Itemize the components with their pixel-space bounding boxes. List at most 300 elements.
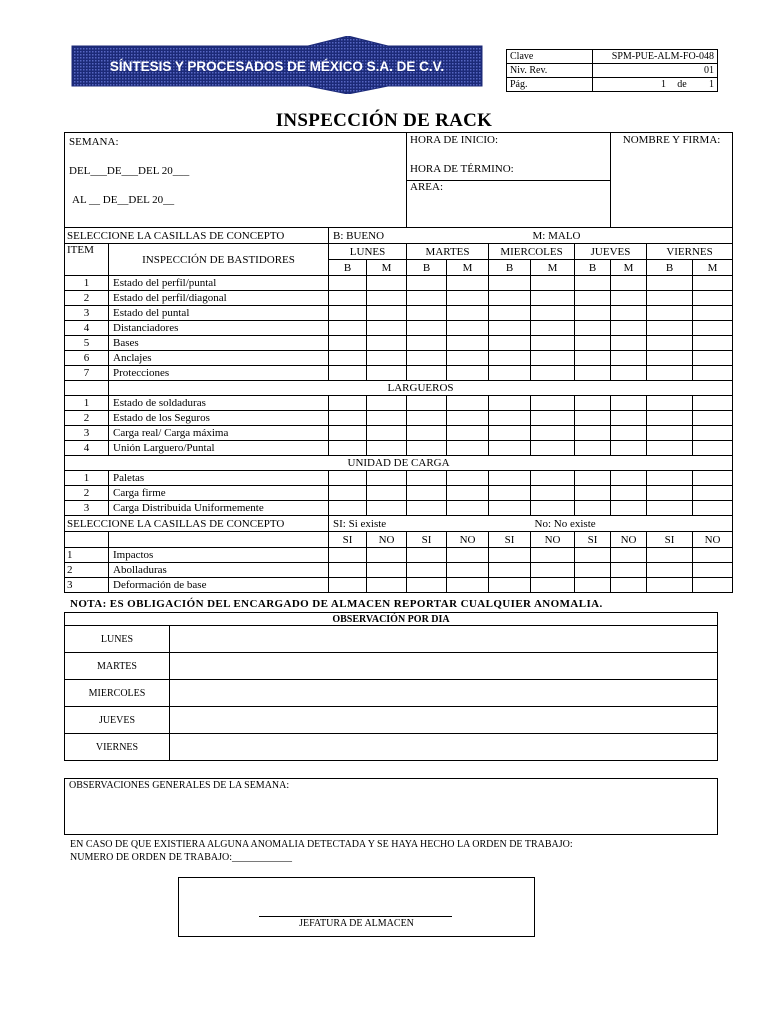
- check-cell[interactable]: [647, 306, 693, 321]
- check-cell[interactable]: [531, 563, 575, 578]
- check-cell[interactable]: [407, 563, 447, 578]
- check-cell[interactable]: [489, 366, 531, 381]
- col-m-martes: M: [447, 260, 489, 276]
- clave-label: Clave: [507, 50, 593, 64]
- check-cell[interactable]: [647, 441, 693, 456]
- table-row: [65, 291, 733, 306]
- check-cell[interactable]: [367, 486, 407, 501]
- check-cell[interactable]: [575, 563, 611, 578]
- observation-input[interactable]: [170, 653, 718, 680]
- bastidor-item-label: Anclajes: [109, 351, 329, 366]
- check-cell[interactable]: [367, 471, 407, 486]
- unidad-item-number: 2: [65, 486, 109, 501]
- check-cell[interactable]: [367, 291, 407, 306]
- legend-malo: M: MALO: [531, 228, 733, 244]
- col-no-martes: NO: [447, 532, 489, 548]
- check-cell[interactable]: [531, 548, 575, 563]
- check-cell[interactable]: [489, 276, 531, 291]
- check-cell[interactable]: [575, 306, 611, 321]
- table-row: [65, 366, 733, 381]
- check-cell[interactable]: [647, 336, 693, 351]
- page-de: de: [669, 78, 695, 92]
- check-cell[interactable]: [489, 563, 531, 578]
- observation-day-label: MIERCOLES: [65, 680, 170, 707]
- check-cell[interactable]: [489, 351, 531, 366]
- check-cell[interactable]: [447, 366, 489, 381]
- col-b-martes: B: [407, 260, 447, 276]
- check-cell[interactable]: [489, 291, 531, 306]
- bastidor-item-number: 1: [65, 276, 109, 291]
- name-signature-field[interactable]: NOMBRE Y FIRMA:: [611, 133, 733, 228]
- check-cell[interactable]: [367, 411, 407, 426]
- check-cell[interactable]: [693, 548, 733, 563]
- general-observations-box[interactable]: [64, 778, 718, 835]
- check-cell[interactable]: [611, 396, 647, 411]
- page-number: 1: [593, 78, 670, 92]
- check-cell[interactable]: [447, 486, 489, 501]
- check-cell[interactable]: [329, 291, 367, 306]
- check-cell[interactable]: [647, 471, 693, 486]
- check-cell[interactable]: [531, 441, 575, 456]
- check-cell[interactable]: [531, 578, 575, 593]
- check-cell[interactable]: [447, 563, 489, 578]
- table-row: [65, 306, 733, 321]
- table-row: [65, 486, 733, 501]
- table-row: [65, 441, 733, 456]
- check-cell[interactable]: [693, 336, 733, 351]
- larguero-item-number: 4: [65, 441, 109, 456]
- check-cell[interactable]: [575, 426, 611, 441]
- check-cell[interactable]: [329, 563, 367, 578]
- check-cell[interactable]: [407, 336, 447, 351]
- check-cell[interactable]: [489, 578, 531, 593]
- check-cell[interactable]: [575, 501, 611, 516]
- inspection-table: [64, 132, 733, 593]
- table-row: [65, 426, 733, 441]
- check-cell[interactable]: [693, 321, 733, 336]
- check-cell[interactable]: [329, 306, 367, 321]
- check-cell[interactable]: [329, 486, 367, 501]
- check-cell[interactable]: [647, 578, 693, 593]
- check-cell[interactable]: [367, 336, 407, 351]
- existencia-item-number: 1: [65, 548, 109, 563]
- unidad-item-number: 3: [65, 501, 109, 516]
- bastidor-item-label: Estado del perfil/puntal: [109, 276, 329, 291]
- observation-input[interactable]: [170, 626, 718, 653]
- observation-day-label: VIERNES: [65, 734, 170, 761]
- check-cell[interactable]: [611, 548, 647, 563]
- check-cell[interactable]: [575, 441, 611, 456]
- check-cell[interactable]: [531, 426, 575, 441]
- page-label: Pág.: [507, 78, 593, 92]
- table-row: [65, 471, 733, 486]
- check-cell[interactable]: [367, 321, 407, 336]
- check-cell[interactable]: [367, 426, 407, 441]
- check-cell[interactable]: [693, 486, 733, 501]
- check-cell[interactable]: [611, 563, 647, 578]
- check-cell[interactable]: [693, 426, 733, 441]
- table-row: [65, 396, 733, 411]
- section-unidad-carga: UNIDAD DE CARGA: [65, 456, 733, 471]
- col-b-lunes: B: [329, 260, 367, 276]
- larguero-item-label: Unión Larguero/Puntal: [109, 441, 329, 456]
- form-title: INSPECCIÓN DE RACK: [275, 110, 493, 131]
- check-cell[interactable]: [531, 276, 575, 291]
- day-header-lunes: LUNES: [329, 244, 407, 260]
- check-cell[interactable]: [647, 563, 693, 578]
- check-cell[interactable]: [575, 321, 611, 336]
- check-cell[interactable]: [489, 486, 531, 501]
- existencia-item-label: Abolladuras: [109, 563, 329, 578]
- check-cell[interactable]: [407, 486, 447, 501]
- check-cell[interactable]: [407, 441, 447, 456]
- check-cell[interactable]: [447, 321, 489, 336]
- existencia-item-label: Impactos: [109, 548, 329, 563]
- observation-input[interactable]: [170, 707, 718, 734]
- larguero-item-number: 1: [65, 396, 109, 411]
- check-cell[interactable]: [693, 396, 733, 411]
- larguero-item-number: 2: [65, 411, 109, 426]
- bastidor-item-number: 5: [65, 336, 109, 351]
- check-cell[interactable]: [647, 548, 693, 563]
- check-cell[interactable]: [407, 426, 447, 441]
- col-no-jueves: NO: [611, 532, 647, 548]
- check-cell[interactable]: [575, 411, 611, 426]
- check-cell[interactable]: [329, 396, 367, 411]
- check-cell[interactable]: [611, 578, 647, 593]
- day-header-viernes: VIERNES: [647, 244, 733, 260]
- legend-si: SI: Si existe: [329, 516, 531, 532]
- check-cell[interactable]: [693, 306, 733, 321]
- check-cell[interactable]: [611, 351, 647, 366]
- existencia-item-label: Deformación de base: [109, 578, 329, 593]
- check-cell[interactable]: [531, 396, 575, 411]
- section-largueros: LARGUEROS: [109, 381, 733, 396]
- check-cell[interactable]: [693, 563, 733, 578]
- check-cell[interactable]: [447, 306, 489, 321]
- check-cell[interactable]: [611, 336, 647, 351]
- check-cell[interactable]: [447, 578, 489, 593]
- bastidor-item-label: Estado del perfil/diagonal: [109, 291, 329, 306]
- company-logo: [68, 36, 486, 94]
- semana-label: SEMANA:: [69, 136, 119, 148]
- col-si-viernes: SI: [647, 532, 693, 548]
- check-cell[interactable]: [647, 486, 693, 501]
- check-cell[interactable]: [489, 426, 531, 441]
- check-cell[interactable]: [575, 471, 611, 486]
- legend-no: No: No existe: [531, 516, 733, 532]
- check-cell[interactable]: [693, 501, 733, 516]
- bastidor-item-label: Estado del puntal: [109, 306, 329, 321]
- check-cell[interactable]: [647, 366, 693, 381]
- check-cell[interactable]: [447, 336, 489, 351]
- check-cell[interactable]: [329, 578, 367, 593]
- check-cell[interactable]: [531, 501, 575, 516]
- check-cell[interactable]: [647, 276, 693, 291]
- unidad-item-label: Carga Distribuida Uniformemente: [109, 501, 329, 516]
- col-m-jueves: M: [611, 260, 647, 276]
- table-row: [65, 276, 733, 291]
- check-cell[interactable]: [407, 276, 447, 291]
- larguero-item-label: Estado de soldaduras: [109, 396, 329, 411]
- col-m-lunes: M: [367, 260, 407, 276]
- observation-row: [65, 626, 718, 653]
- bastidor-item-number: 3: [65, 306, 109, 321]
- observation-row: [65, 653, 718, 680]
- check-cell[interactable]: [367, 501, 407, 516]
- check-cell[interactable]: [407, 291, 447, 306]
- check-cell[interactable]: [447, 276, 489, 291]
- check-cell[interactable]: [611, 321, 647, 336]
- col-b-miercoles: B: [489, 260, 531, 276]
- legend-bueno: B: BUENO: [329, 228, 531, 244]
- check-cell[interactable]: [407, 321, 447, 336]
- bastidor-item-label: Protecciones: [109, 366, 329, 381]
- table-row: [65, 321, 733, 336]
- col-b-jueves: B: [575, 260, 611, 276]
- check-cell[interactable]: [575, 578, 611, 593]
- check-cell[interactable]: [647, 426, 693, 441]
- check-cell[interactable]: [367, 276, 407, 291]
- check-cell[interactable]: [693, 411, 733, 426]
- company-name: SÍNTESIS Y PROCESADOS DE MÉXICO S.A. DE C.V.: [109, 59, 445, 74]
- bastidor-item-label: Bases: [109, 336, 329, 351]
- check-cell[interactable]: [367, 306, 407, 321]
- start-time-field[interactable]: HORA DE INICIO:: [410, 134, 499, 146]
- table-row: [65, 501, 733, 516]
- check-cell[interactable]: [367, 563, 407, 578]
- check-cell[interactable]: [693, 291, 733, 306]
- check-cell[interactable]: [489, 336, 531, 351]
- area-field[interactable]: AREA:: [407, 180, 611, 228]
- work-order-note: [70, 838, 573, 864]
- check-cell[interactable]: [367, 351, 407, 366]
- check-cell[interactable]: [489, 321, 531, 336]
- daily-observations-table: [64, 612, 718, 761]
- work-order-number-field[interactable]: NUMERO DE ORDEN DE TRABAJO:____________: [70, 852, 293, 863]
- check-cell[interactable]: [693, 276, 733, 291]
- observation-row: [65, 734, 718, 761]
- check-cell[interactable]: [531, 471, 575, 486]
- col-si-martes: SI: [407, 532, 447, 548]
- check-cell[interactable]: [693, 441, 733, 456]
- check-cell[interactable]: [489, 411, 531, 426]
- day-header-miercoles: MIERCOLES: [489, 244, 575, 260]
- check-cell[interactable]: [407, 396, 447, 411]
- larguero-item-label: Carga real/ Carga máxima: [109, 426, 329, 441]
- observation-row: [65, 707, 718, 734]
- check-cell[interactable]: [447, 411, 489, 426]
- check-cell[interactable]: [611, 411, 647, 426]
- check-cell[interactable]: [611, 291, 647, 306]
- unidad-item-label: Paletas: [109, 471, 329, 486]
- check-cell[interactable]: [447, 441, 489, 456]
- check-cell[interactable]: [447, 351, 489, 366]
- check-cell[interactable]: [575, 291, 611, 306]
- check-cell[interactable]: [575, 486, 611, 501]
- check-cell[interactable]: [575, 548, 611, 563]
- revision-value: 01: [593, 64, 718, 78]
- check-cell[interactable]: [447, 471, 489, 486]
- day-header-jueves: JUEVES: [575, 244, 647, 260]
- check-cell[interactable]: [489, 441, 531, 456]
- check-cell[interactable]: [329, 426, 367, 441]
- check-cell[interactable]: [531, 411, 575, 426]
- check-cell[interactable]: [531, 291, 575, 306]
- bastidor-item-number: 4: [65, 321, 109, 336]
- check-cell[interactable]: [693, 351, 733, 366]
- unidad-item-label: Carga firme: [109, 486, 329, 501]
- date-from-field[interactable]: DEL___DE___DEL 20___: [69, 165, 190, 177]
- bastidor-item-number: 7: [65, 366, 109, 381]
- check-cell[interactable]: [447, 501, 489, 516]
- date-to-field[interactable]: AL __ DE__DEL 20__: [72, 194, 175, 206]
- nota-text: NOTA: ES OBLIGACIÓN DEL ENCARGADO DE ALMACEN REPORTAR CUALQUIER ANOMALIA.: [70, 598, 603, 610]
- table-row: [65, 351, 733, 366]
- check-cell[interactable]: [447, 548, 489, 563]
- check-cell[interactable]: [611, 426, 647, 441]
- col-no-miercoles: NO: [531, 532, 575, 548]
- check-cell[interactable]: [329, 441, 367, 456]
- selection-instruction-2: SELECCIONE LA CASILLAS DE CONCEPTO: [65, 516, 329, 532]
- check-cell[interactable]: [489, 306, 531, 321]
- check-cell[interactable]: [647, 396, 693, 411]
- selection-instruction: SELECCIONE LA CASILLAS DE CONCEPTO: [65, 228, 329, 244]
- check-cell[interactable]: [447, 396, 489, 411]
- check-cell[interactable]: [329, 548, 367, 563]
- col-si-miercoles: SI: [489, 532, 531, 548]
- check-cell[interactable]: [575, 366, 611, 381]
- check-cell[interactable]: [575, 336, 611, 351]
- col-no-viernes: NO: [693, 532, 733, 548]
- check-cell[interactable]: [611, 276, 647, 291]
- observation-input[interactable]: [170, 734, 718, 761]
- observation-title: OBSERVACIÓN POR DIA: [65, 613, 718, 626]
- end-time-field[interactable]: HORA DE TÉRMINO:: [410, 163, 514, 175]
- larguero-item-number: 3: [65, 426, 109, 441]
- page-total: 1: [695, 78, 718, 92]
- check-cell[interactable]: [693, 578, 733, 593]
- col-si-jueves: SI: [575, 532, 611, 548]
- observation-input[interactable]: [170, 680, 718, 707]
- check-cell[interactable]: [531, 306, 575, 321]
- check-cell[interactable]: [611, 471, 647, 486]
- check-cell[interactable]: [447, 426, 489, 441]
- check-cell[interactable]: [575, 276, 611, 291]
- check-cell[interactable]: [489, 501, 531, 516]
- observation-day-label: LUNES: [65, 626, 170, 653]
- bastidor-item-label: Distanciadores: [109, 321, 329, 336]
- table-row: [65, 548, 733, 563]
- clave-value: SPM-PUE-ALM-FO-048: [593, 50, 718, 64]
- inspection-header: INSPECCIÓN DE BASTIDORES: [109, 244, 329, 276]
- check-cell[interactable]: [647, 291, 693, 306]
- check-cell[interactable]: [575, 351, 611, 366]
- signature-line: [259, 916, 452, 917]
- check-cell[interactable]: [693, 366, 733, 381]
- revision-label: Niv. Rev.: [507, 64, 593, 78]
- existencia-item-number: 3: [65, 578, 109, 593]
- check-cell[interactable]: [647, 411, 693, 426]
- check-cell[interactable]: [367, 548, 407, 563]
- check-cell[interactable]: [329, 321, 367, 336]
- col-si-lunes: SI: [329, 532, 367, 548]
- check-cell[interactable]: [407, 501, 447, 516]
- check-cell[interactable]: [611, 486, 647, 501]
- check-cell[interactable]: [647, 501, 693, 516]
- check-cell[interactable]: [489, 548, 531, 563]
- check-cell[interactable]: [693, 471, 733, 486]
- table-row: [65, 578, 733, 593]
- existencia-item-number: 2: [65, 563, 109, 578]
- day-header-martes: MARTES: [407, 244, 489, 260]
- bastidor-item-number: 6: [65, 351, 109, 366]
- check-cell[interactable]: [407, 366, 447, 381]
- check-cell[interactable]: [329, 351, 367, 366]
- general-observations-label: OBSERVACIONES GENERALES DE LA SEMANA:: [69, 780, 290, 791]
- check-cell[interactable]: [329, 501, 367, 516]
- check-cell[interactable]: [329, 276, 367, 291]
- check-cell[interactable]: [531, 336, 575, 351]
- check-cell[interactable]: [531, 351, 575, 366]
- table-row: [65, 411, 733, 426]
- check-cell[interactable]: [329, 366, 367, 381]
- check-cell[interactable]: [407, 411, 447, 426]
- check-cell[interactable]: [611, 366, 647, 381]
- check-cell[interactable]: [407, 306, 447, 321]
- col-m-miercoles: M: [531, 260, 575, 276]
- check-cell[interactable]: [407, 578, 447, 593]
- check-cell[interactable]: [407, 548, 447, 563]
- check-cell[interactable]: [329, 336, 367, 351]
- check-cell[interactable]: [489, 471, 531, 486]
- col-m-viernes: M: [693, 260, 733, 276]
- col-b-viernes: B: [647, 260, 693, 276]
- check-cell[interactable]: [447, 291, 489, 306]
- check-cell[interactable]: [407, 471, 447, 486]
- table-row: [65, 336, 733, 351]
- check-cell[interactable]: [531, 366, 575, 381]
- col-no-lunes: NO: [367, 532, 407, 548]
- document-code-box: [506, 49, 718, 92]
- unidad-item-number: 1: [65, 471, 109, 486]
- check-cell[interactable]: [367, 366, 407, 381]
- check-cell[interactable]: [367, 578, 407, 593]
- check-cell[interactable]: [575, 396, 611, 411]
- check-cell[interactable]: [611, 306, 647, 321]
- check-cell[interactable]: [329, 411, 367, 426]
- check-cell[interactable]: [611, 441, 647, 456]
- check-cell[interactable]: [647, 321, 693, 336]
- check-cell[interactable]: [367, 396, 407, 411]
- check-cell[interactable]: [367, 441, 407, 456]
- work-order-line1: EN CASO DE QUE EXISTIERA ALGUNA ANOMALIA DETECTADA Y SE HAYA HECHO LA ORDEN DE TRABAJO:: [70, 839, 573, 850]
- signature-caption: JEFATURA DE ALMACEN: [299, 918, 414, 929]
- check-cell[interactable]: [407, 351, 447, 366]
- observation-row: [65, 680, 718, 707]
- check-cell[interactable]: [531, 321, 575, 336]
- observation-day-label: JUEVES: [65, 707, 170, 734]
- table-row: [65, 563, 733, 578]
- observation-day-label: MARTES: [65, 653, 170, 680]
- bastidor-item-number: 2: [65, 291, 109, 306]
- check-cell[interactable]: [611, 501, 647, 516]
- check-cell[interactable]: [329, 471, 367, 486]
- check-cell[interactable]: [647, 351, 693, 366]
- check-cell[interactable]: [531, 486, 575, 501]
- item-header: ITEM: [65, 244, 109, 276]
- check-cell[interactable]: [489, 396, 531, 411]
